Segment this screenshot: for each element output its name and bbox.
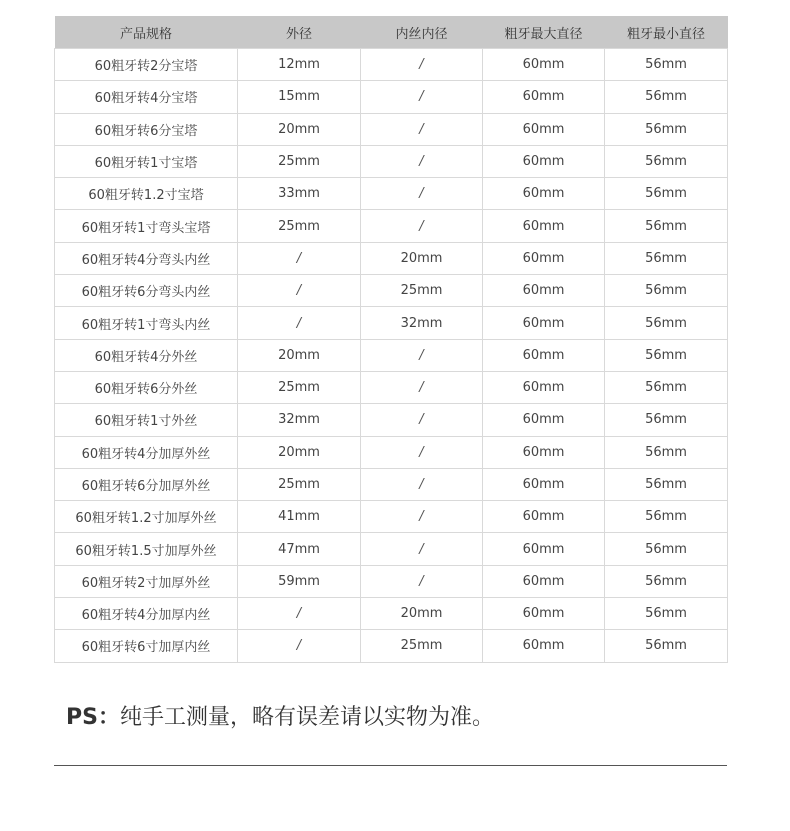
table-header-row [55,16,728,49]
table-row [55,371,728,403]
table-cell: 60粗牙转1.5寸加厚外丝 [55,533,238,565]
table-cell: 60mm [483,307,605,339]
table-cell: 56mm [605,145,728,177]
table-cell: 56mm [605,307,728,339]
table-cell: 60粗牙转6寸加厚内丝 [55,630,238,662]
table-cell: 60mm [483,565,605,597]
table-cell: / [238,242,361,274]
table-cell: / [361,210,483,242]
table-cell: 60粗牙转4分外丝 [55,339,238,371]
column-header: 外径 [238,16,361,49]
ps-note [66,700,494,731]
table-row [55,339,728,371]
table-cell: 60粗牙转4分弯头内丝 [55,242,238,274]
table-cell: / [361,533,483,565]
table-cell: 60粗牙转6分弯头内丝 [55,275,238,307]
table-cell: 59mm [238,565,361,597]
table-row [55,436,728,468]
ps-text: 纯手工测量，略有误差请以实物为准。 [119,705,494,730]
table-cell: 56mm [605,630,728,662]
column-header: 粗牙最小直径 [605,16,728,49]
table-cell: / [361,501,483,533]
table-cell: 60mm [483,81,605,113]
table-cell: 60粗牙转4分加厚外丝 [55,436,238,468]
ps-label: PS： [66,705,120,730]
table-cell: 60mm [483,210,605,242]
table-row [55,565,728,597]
table-cell: 60mm [483,145,605,177]
table-row [55,598,728,630]
table-cell: 20mm [238,339,361,371]
table-cell: 56mm [605,468,728,500]
column-header: 内丝内径 [361,16,483,49]
table-cell: 56mm [605,501,728,533]
table-cell: 25mm [238,210,361,242]
table-cell: 60粗牙转1寸宝塔 [55,145,238,177]
table-row [55,630,728,662]
table-row [55,533,728,565]
table-cell: 12mm [238,49,361,81]
table-row [55,307,728,339]
table-cell: 60mm [483,178,605,210]
table-cell: 60mm [483,404,605,436]
table-cell: / [238,275,361,307]
table-cell: 56mm [605,113,728,145]
table-row [55,49,728,81]
table-cell: 56mm [605,565,728,597]
table-row [55,210,728,242]
spec-table [54,16,728,663]
table-cell: 60mm [483,275,605,307]
table-cell: / [361,565,483,597]
table-cell: 60粗牙转2分宝塔 [55,49,238,81]
table-cell: 56mm [605,371,728,403]
table-row [55,113,728,145]
table-cell: 25mm [238,371,361,403]
table-cell: 60mm [483,49,605,81]
table-cell: 25mm [238,468,361,500]
table-cell: / [238,630,361,662]
table-cell: / [361,339,483,371]
table-cell: 20mm [238,436,361,468]
table-cell: 56mm [605,81,728,113]
table-cell: / [361,468,483,500]
table-cell: 32mm [361,307,483,339]
table-cell: 56mm [605,49,728,81]
table-cell: 60粗牙转1寸外丝 [55,404,238,436]
table-cell: 60粗牙转4分宝塔 [55,81,238,113]
table-cell: 60粗牙转1.2寸宝塔 [55,178,238,210]
table-cell: 25mm [361,630,483,662]
table-cell: / [361,81,483,113]
table-cell: / [361,371,483,403]
table-cell: 60粗牙转1寸弯头宝塔 [55,210,238,242]
table-row [55,145,728,177]
table-row [55,468,728,500]
table-cell: 60mm [483,113,605,145]
table-cell: 60mm [483,501,605,533]
table-cell: 60mm [483,468,605,500]
table-cell: 60mm [483,533,605,565]
bottom-divider [54,765,727,766]
table-cell: / [361,404,483,436]
table-cell: 60mm [483,371,605,403]
table-cell: / [361,145,483,177]
table-cell: 20mm [361,598,483,630]
table-row [55,178,728,210]
table-cell: 60粗牙转4分加厚内丝 [55,598,238,630]
table-cell: 33mm [238,178,361,210]
table-cell: 60粗牙转6分宝塔 [55,113,238,145]
table-cell: 56mm [605,339,728,371]
table-cell: 56mm [605,533,728,565]
table-cell: 56mm [605,210,728,242]
table-cell: 41mm [238,501,361,533]
table-cell: 60粗牙转1寸弯头内丝 [55,307,238,339]
table-cell: 47mm [238,533,361,565]
table-cell: 56mm [605,436,728,468]
table-cell: 60粗牙转6分外丝 [55,371,238,403]
table-row [55,404,728,436]
table-cell: 15mm [238,81,361,113]
table-cell: / [361,436,483,468]
table-row [55,275,728,307]
table-cell: 20mm [238,113,361,145]
table-cell: 60粗牙转6分加厚外丝 [55,468,238,500]
table-row [55,81,728,113]
table-cell: 60mm [483,630,605,662]
table-cell: 56mm [605,404,728,436]
table-cell: 56mm [605,242,728,274]
table-cell: / [238,307,361,339]
table-row [55,242,728,274]
table-cell: 60粗牙转1.2寸加厚外丝 [55,501,238,533]
table-cell: / [238,598,361,630]
column-header: 产品规格 [55,16,238,49]
table-cell: 25mm [361,275,483,307]
table-cell: 56mm [605,178,728,210]
table-cell: / [361,113,483,145]
table-cell: 20mm [361,242,483,274]
table-cell: / [361,178,483,210]
table-cell: 60粗牙转2寸加厚外丝 [55,565,238,597]
column-header: 粗牙最大直径 [483,16,605,49]
table-cell: 32mm [238,404,361,436]
table-row [55,501,728,533]
table-cell: 60mm [483,339,605,371]
table-cell: 60mm [483,436,605,468]
table-cell: 56mm [605,275,728,307]
table-cell: / [361,49,483,81]
table-cell: 60mm [483,242,605,274]
table-cell: 25mm [238,145,361,177]
table-cell: 56mm [605,598,728,630]
table-cell: 60mm [483,598,605,630]
